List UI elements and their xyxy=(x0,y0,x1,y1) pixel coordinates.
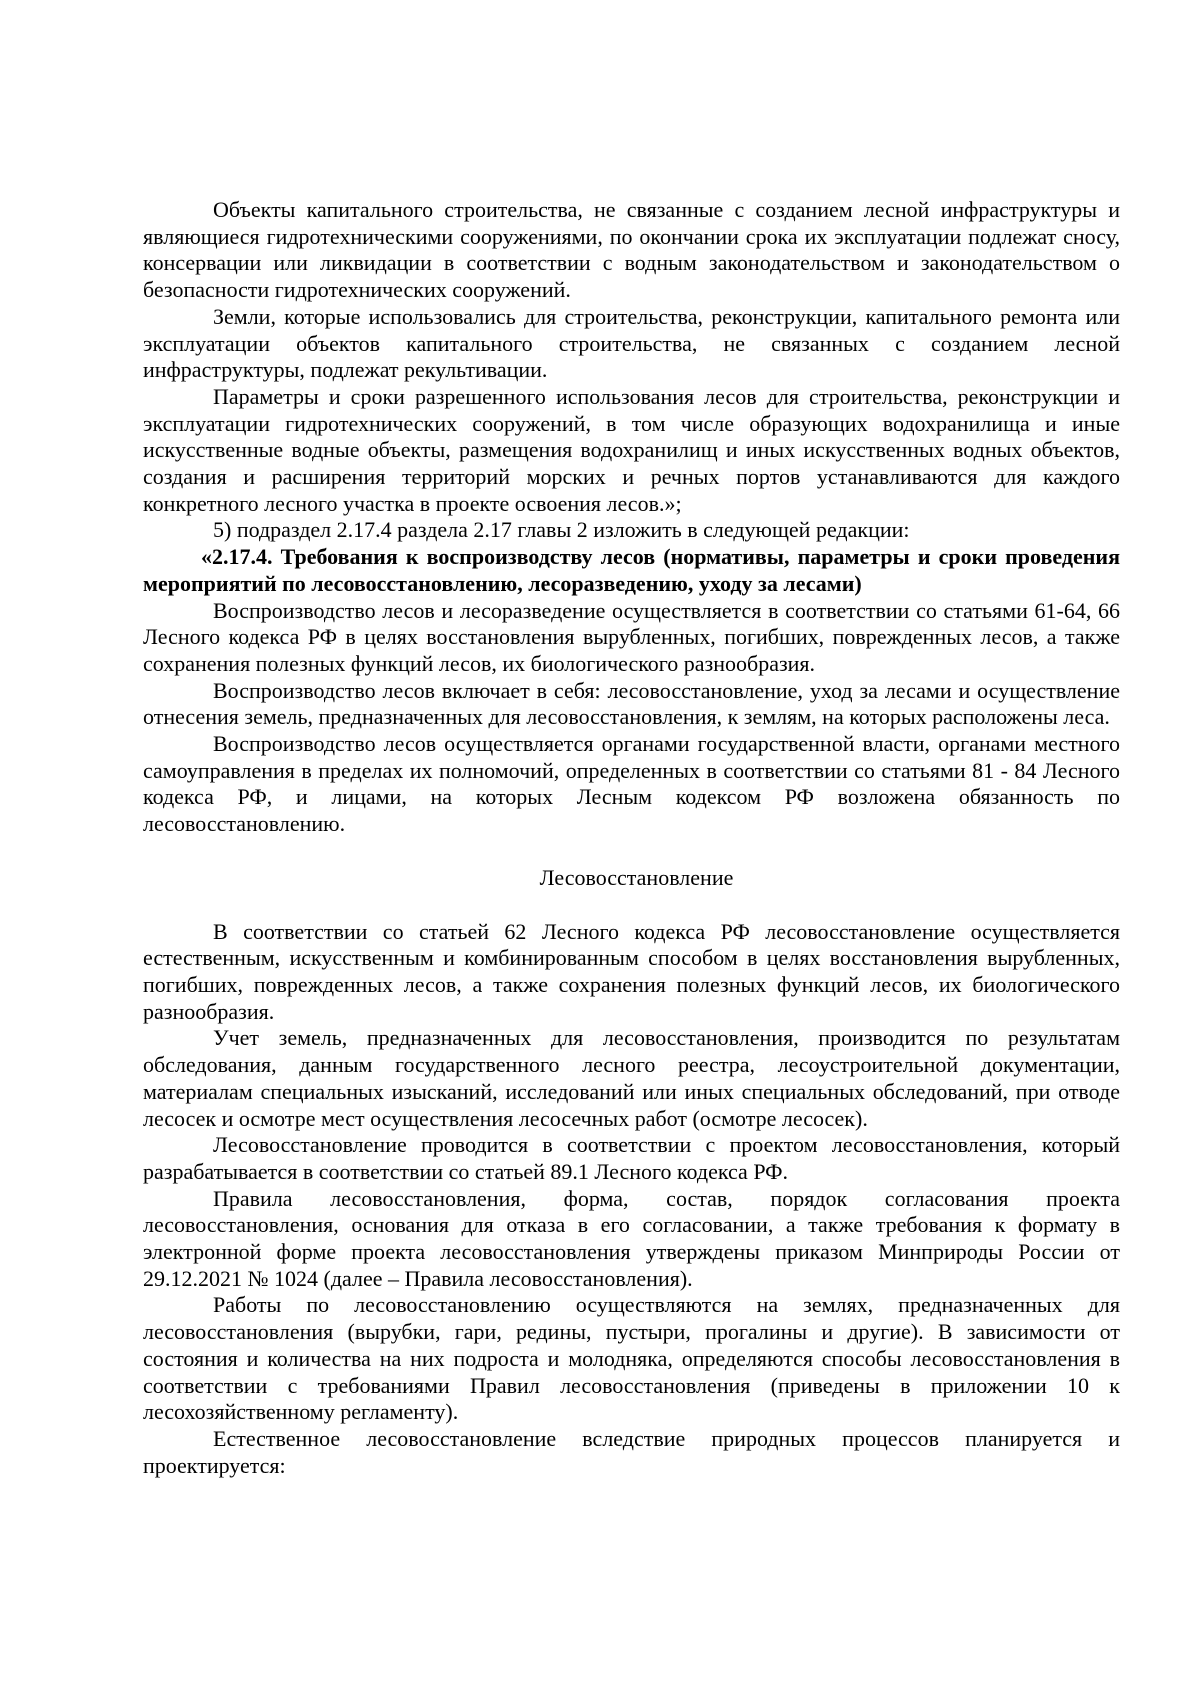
text-block-3 xyxy=(143,919,1120,1480)
section-heading: «2.17.4. Требования к воспроизводству лесов (нормативы, параметры и сроки проведения мероприятий по лесовосстановлению, лесоразведению, уходу за лесами) xyxy=(143,544,1120,596)
paragraph: Воспроизводство лесов и лесоразведение осуществляется в соответствии со статьями 61-64, 66 Лесного кодекса РФ в целях восстановления вырубленных, погибших, поврежденных лесов, а также сохранения полезных функций лесов, их биологического разнообразия. xyxy=(143,597,1120,676)
paragraph: Объекты капитального строительства, не связанные с созданием лесной инфраструктуры и являющиеся гидротехническими сооружениями, по окончании срока их эксплуатации подлежат сносу, консервации или ликвидации в соответствии с водным законодательством и законодательством о безопасности гидротехнических сооружений. xyxy=(143,197,1120,303)
paragraph: Правила лесовосстановления, форма, состав, порядок согласования проекта лесовосстановления, основания для отказа в его согласовании, а также требования к формату в электронной форме проекта лесовосстановления утверждены приказом Минприроды России от 29.12.2021 № 1024 (далее – Правила лесовосстановления). xyxy=(143,1185,1120,1291)
section-subtitle: Лесовосстановление xyxy=(539,864,734,890)
paragraph: Воспроизводство лесов осуществляется органами государственной власти, органами местного самоуправления в пределах их полномочий, определенных в соответствии со статьями 81 - 84 Лесного кодекса РФ, и лицами, на которых Лесным кодексом РФ возложена обязанность по лесовосстановлению. xyxy=(143,731,1120,837)
text-block-1 xyxy=(143,197,1120,598)
paragraph: 5) подраздел 2.17.4 раздела 2.17 главы 2 изложить в следующей редакции: xyxy=(213,517,910,543)
text-block-2 xyxy=(143,598,1120,838)
paragraph: Земли, которые использовались для строительства, реконструкции, капитального ремонта или эксплуатации объектов капитального строительства, не связанных с созданием лесной инфраструктуры, подлежат рекультивации. xyxy=(143,303,1120,383)
paragraph: Воспроизводство лесов включает в себя: лесовосстановление, уход за лесами и осуществление отнесения земель, предназначенных для лесовосстановления, к землям, на которых расположены леса. xyxy=(143,677,1120,730)
paragraph: Работы по лесовосстановлению осуществляются на землях, предназначенных для лесовосстановления (вырубки, гари, редины, пустыри, прогалины и другие). В зависимости от состояния и количества на них подроста и молодняка, определяются способы лесовосстановления в соответствии с требованиями Правил лесовосстановления (приведены в приложении 10 к лесохозяйственному регламенту). xyxy=(143,1292,1120,1425)
paragraph: В соответствии со статьей 62 Лесного кодекса РФ лесовосстановление осуществляется естественным, искусственным и комбинированным способом в целях восстановления вырубленных, погибших, поврежденных лесов, а также сохранения полезных функций лесов, их биологического разнообразия. xyxy=(143,918,1120,1024)
paragraph: Лесовосстановление проводится в соответствии с проектом лесовосстановления, который разрабатывается в соответствии со статьей 89.1 Лесного кодекса РФ. xyxy=(143,1132,1120,1184)
paragraph: Параметры и сроки разрешенного использования лесов для строительства, реконструкции и эксплуатации гидротехнических сооружений, в том числе образующих водохранилища и иные искусственные водные объекты, размещения водохранилищ и иных искусственных водных объектов, создания и расширения территорий морских и речных портов устанавливаются для каждого конкретного лесного участка в проекте освоения лесов.»; xyxy=(143,383,1120,516)
paragraph: Учет земель, предназначенных для лесовосстановления, производится по результатам обследования, данным государственного лесного реестра, лесоустроительной документации, материалам специальных изысканий, исследований или иных специальных обследований, при отводе лесосек и осмотре мест осуществления лесосечных работ (осмотре лесосек). xyxy=(143,1025,1120,1131)
paragraph: Естественное лесовосстановление вследствие природных процессов планируется и проектируется: xyxy=(143,1425,1120,1478)
